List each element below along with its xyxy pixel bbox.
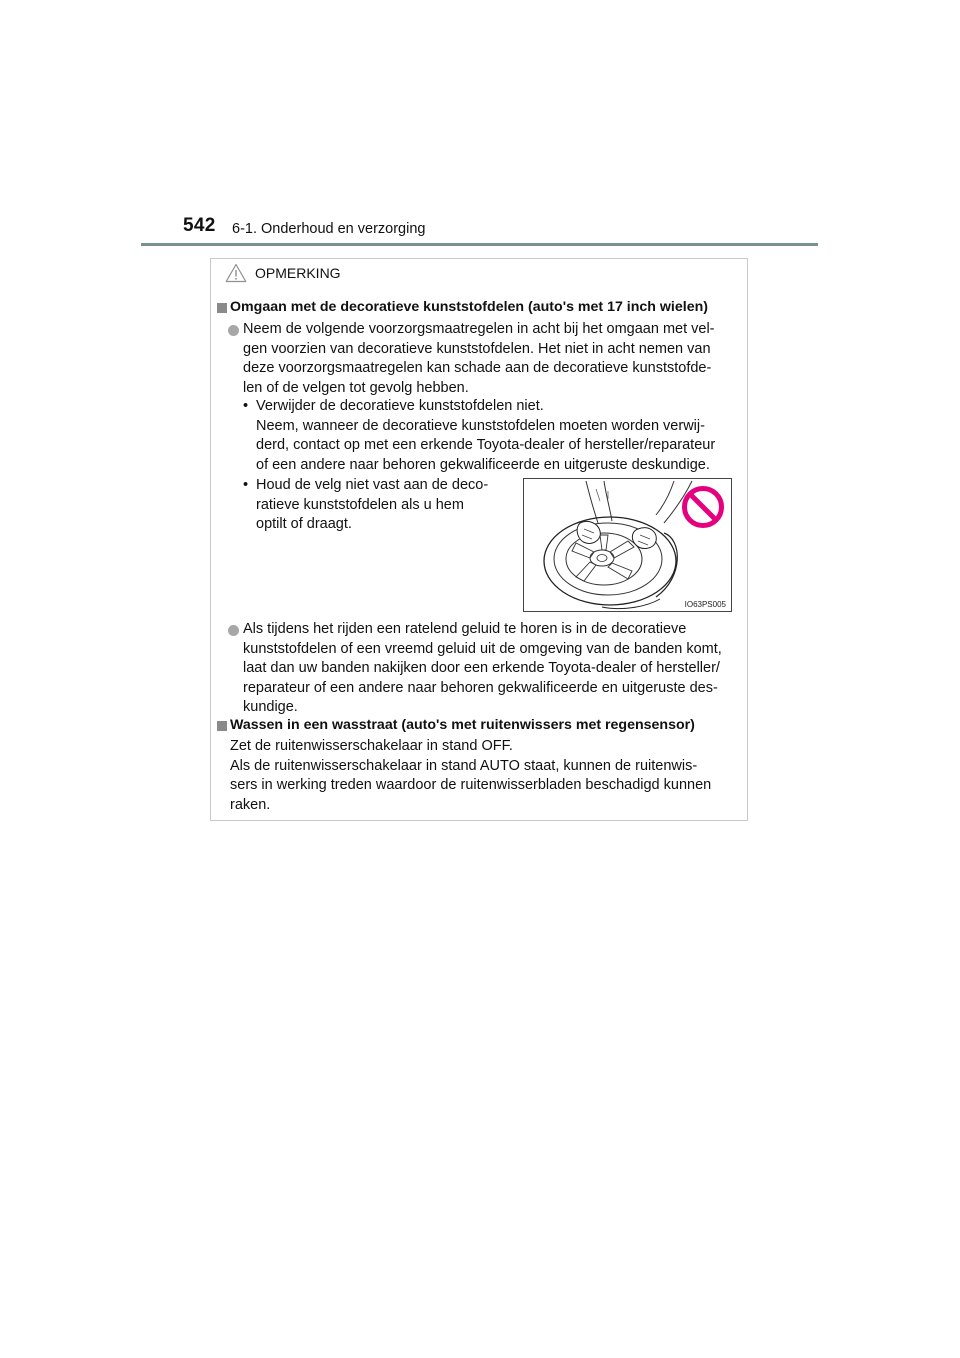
- text-line: gen voorzien van decoratieve kunststofdelen. Het niet in acht nemen van: [243, 340, 711, 357]
- header-rule: [141, 243, 818, 246]
- text-line: Als de ruitenwisserschakelaar in stand AUTO staat, kunnen de ruitenwis-: [230, 757, 698, 774]
- text-line: Neem de volgende voorzorgsmaatregelen in acht bij het omgaan met vel-: [243, 321, 715, 337]
- text-line: of een andere naar behoren gekwalificeerde en uitgeruste deskundige.: [256, 456, 710, 473]
- notice-header: [225, 262, 341, 284]
- paragraph: [256, 397, 742, 475]
- text-line: raken.: [230, 796, 271, 813]
- text-line: kundige.: [243, 699, 298, 715]
- section-marker-icon: [217, 721, 227, 731]
- text-line: Zet de ruitenwisserschakelaar in stand OFF.: [230, 738, 513, 754]
- wheel-illustration: [523, 478, 732, 612]
- text-line: Houd de velg niet vast aan de deco-: [256, 477, 489, 493]
- section-title: 6-1. Onderhoud en verzorging: [232, 221, 426, 237]
- page-number: 542: [183, 215, 216, 236]
- warning-triangle-icon: [225, 263, 247, 283]
- bullet-marker-icon: [228, 325, 239, 336]
- text-line: reparateur of een andere naar behoren gekwalificeerde en uitgeruste des-: [243, 679, 718, 696]
- text-line: len of de velgen tot gevolg hebben.: [243, 379, 469, 396]
- text-line: ratieve kunststofdelen als u hem: [256, 496, 464, 513]
- paragraph: [243, 320, 742, 398]
- text-line: Als tijdens het rijden een ratelend geluid te horen is in de decoratieve: [243, 621, 687, 637]
- text-line: Verwijder de decoratieve kunststofdelen niet.: [256, 398, 544, 414]
- sub-bullet-icon: •: [243, 398, 249, 414]
- text-line: derd, contact op met een erkende Toyota-dealer of hersteller/reparateur: [256, 437, 716, 453]
- paragraph: [256, 476, 508, 535]
- text-line: Neem, wanneer de decoratieve kunststofdelen moeten worden verwij-: [256, 417, 705, 434]
- text-line: deze voorzorgsmaatregelen kan schade aan de decoratieve kunststofde-: [243, 360, 712, 376]
- text-line: sers in werking treden waardoor de ruitenwisserbladen beschadigd kunnen: [230, 777, 712, 793]
- notice-label: OPMERKING: [255, 265, 341, 281]
- text-line: kunststofdelen of een vreemd geluid uit de omgeving van de banden komt,: [243, 640, 722, 657]
- section-heading: Omgaan met de decoratieve kunststofdelen (auto's met 17 inch wielen): [230, 299, 708, 315]
- bullet-marker-icon: [228, 625, 239, 636]
- sub-bullet-icon: •: [243, 477, 249, 493]
- section-heading: Wassen in een wasstraat (auto's met ruitenwissers met regensensor): [230, 717, 695, 733]
- prohibition-icon: [681, 485, 725, 529]
- section-marker-icon: [217, 303, 227, 313]
- text-line: laat dan uw banden nakijken door een erkende Toyota-dealer of hersteller/: [243, 660, 720, 676]
- text-line: optilt of draagt.: [256, 516, 352, 532]
- paragraph: [243, 620, 742, 718]
- figure-code: IO63PS005: [684, 600, 726, 609]
- paragraph: [230, 737, 742, 815]
